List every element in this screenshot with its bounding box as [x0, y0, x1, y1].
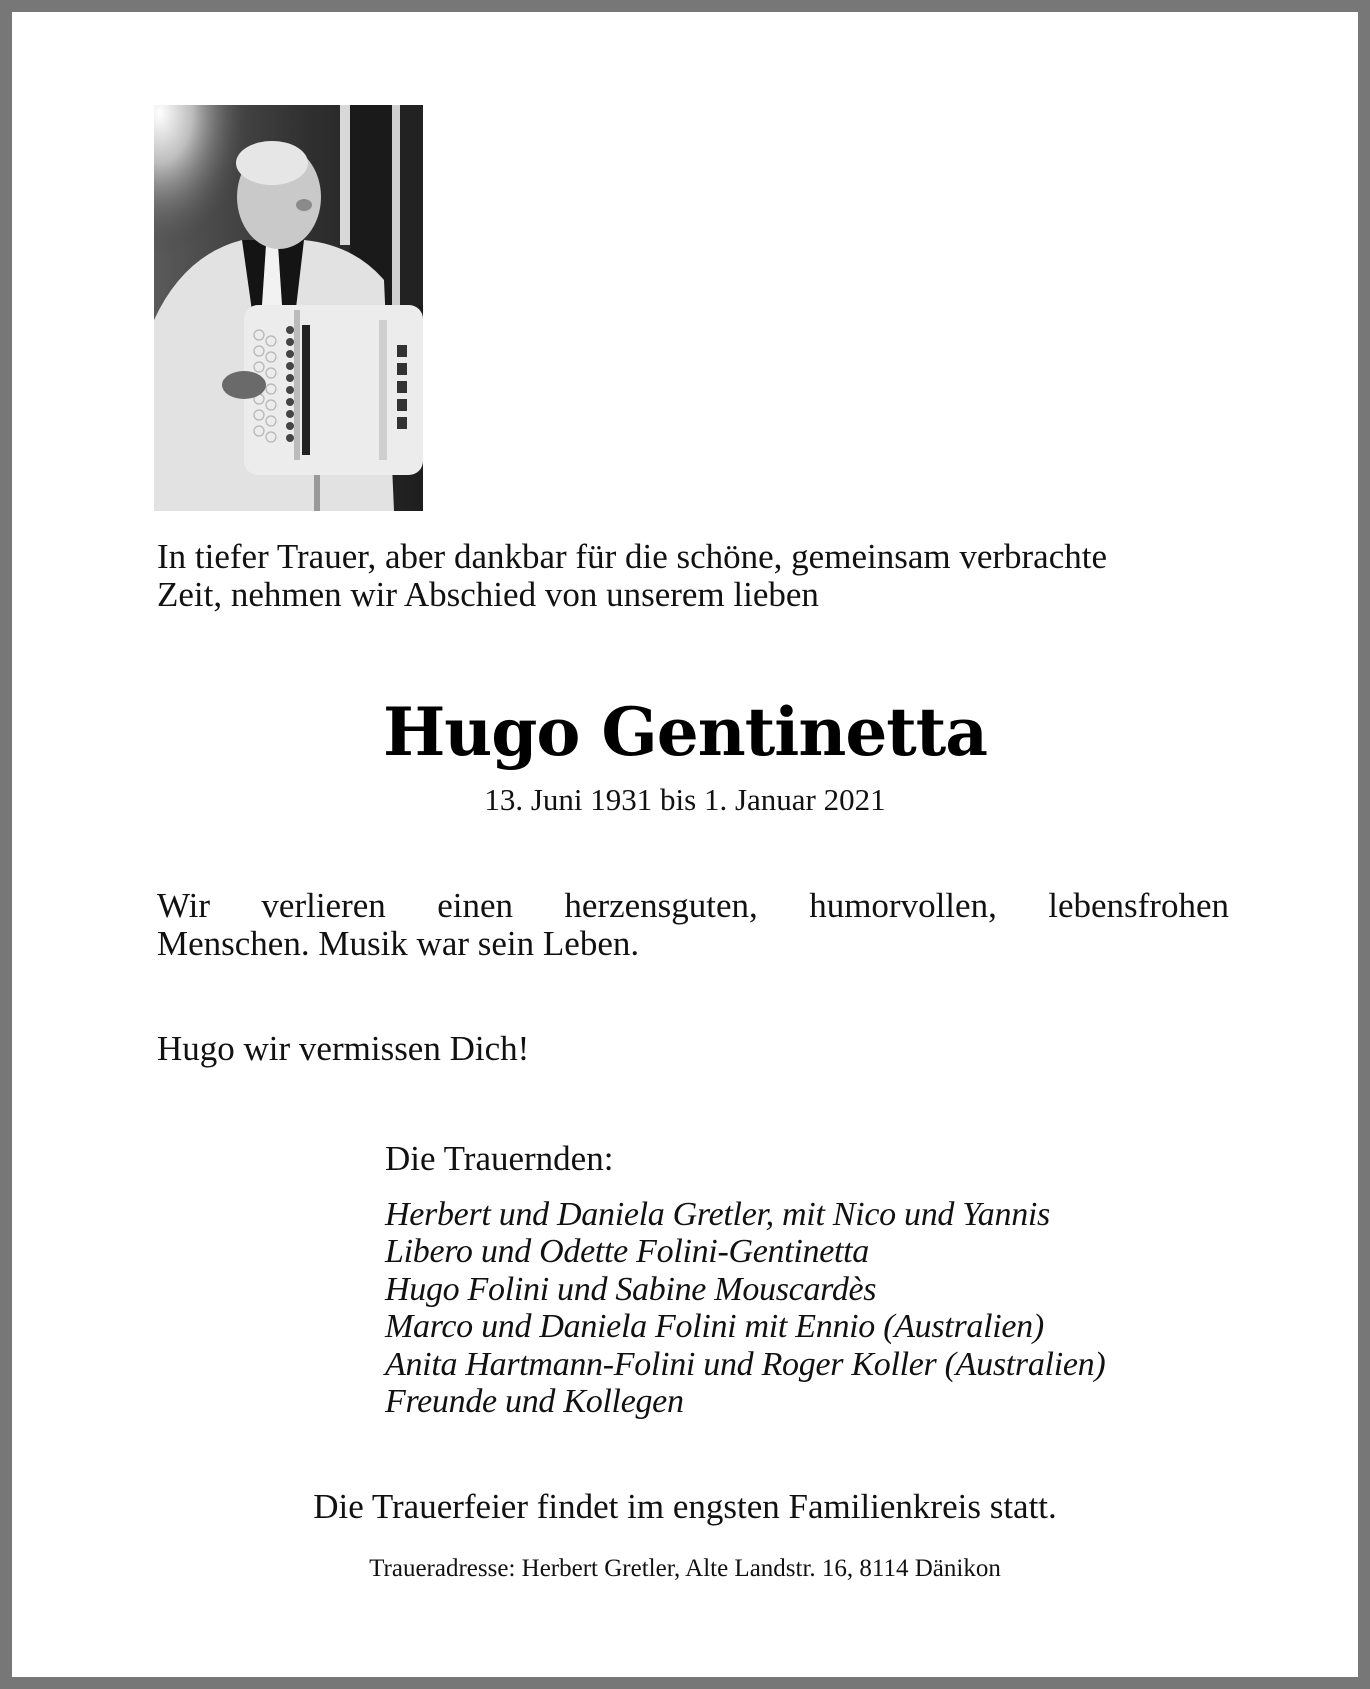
ceremony-notice: Die Trauerfeier findet im engsten Familienkreis statt. — [313, 1487, 1057, 1526]
farewell-text: Hugo wir vermissen Dich! — [157, 1029, 530, 1068]
mourner-item: Anita Hartmann-Folini und Roger Koller (Australien) — [385, 1345, 1106, 1383]
mourning-address: Traueradresse: Herbert Gretler, Alte Landstr. 16, 8114 Dänikon — [369, 1555, 1001, 1582]
obituary-page — [12, 12, 1358, 1677]
mourners-list — [385, 1196, 1105, 1420]
tribute-line-1 — [157, 887, 1229, 925]
intro-line-1: In tiefer Trauer, aber dankbar für die schöne, gemeinsam verbrachte — [157, 537, 1108, 576]
tribute-text — [157, 887, 1229, 963]
intro-line-2: Zeit, nehmen wir Abschied von unserem lieben — [157, 575, 819, 614]
mourner-item: Marco und Daniela Folini mit Ennio (Australien) — [385, 1308, 1044, 1346]
mourner-item: Freunde und Kollegen — [385, 1383, 684, 1421]
mourner-item: Hugo Folini und Sabine Mouscardès — [385, 1270, 877, 1308]
life-dates: 13. Juni 1931 bis 1. Januar 2021 — [484, 782, 886, 817]
tribute-line-2: Menschen. Musik war sein Leben. — [157, 924, 640, 963]
deceased-name: Hugo Gentinetta — [382, 693, 988, 771]
portrait-image-icon — [154, 105, 423, 511]
tribute-word: herzensguten, — [564, 886, 758, 925]
mourners-heading: Die Trauernden: — [385, 1139, 614, 1178]
tribute-word: Wir — [157, 886, 211, 925]
tribute-word: verlieren — [261, 886, 386, 925]
mourner-item: Herbert und Daniela Gretler, mit Nico und Yannis — [385, 1196, 1050, 1233]
tribute-word: lebensfrohen — [1048, 886, 1229, 925]
mourner-item: Libero und Odette Folini-Gentinetta — [385, 1233, 869, 1271]
tribute-word: humorvollen, — [809, 886, 997, 925]
intro-text — [157, 538, 1227, 614]
portrait-photo — [154, 105, 423, 511]
tribute-word: einen — [437, 886, 513, 925]
